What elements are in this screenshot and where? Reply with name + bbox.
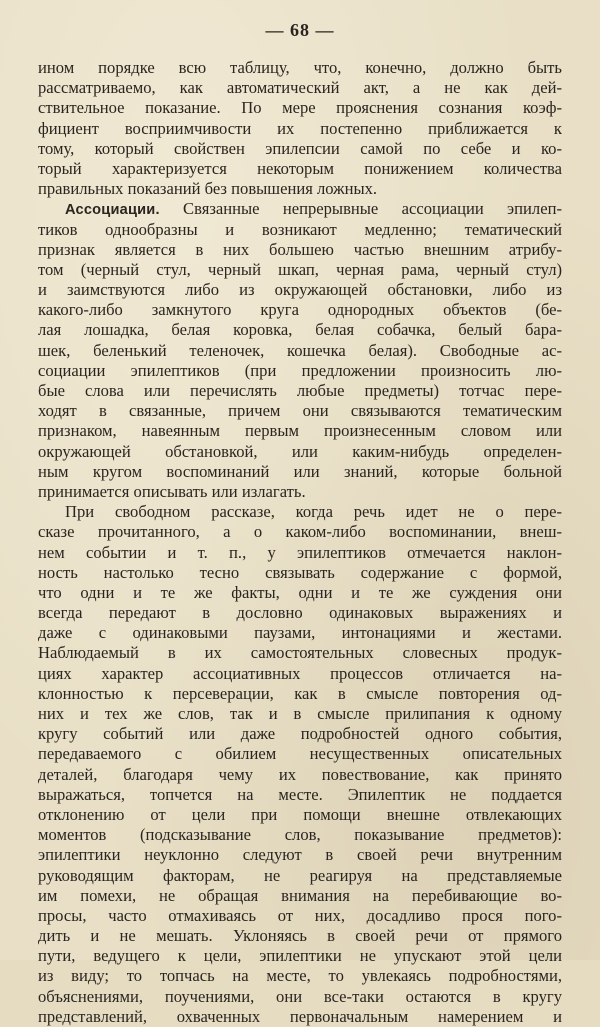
paragraph-2 xyxy=(38,199,562,502)
text-line: деталей, благодаря чему их повествование, как принято xyxy=(38,764,562,784)
text-line: представлений, охваченных первоначальным намерением и xyxy=(38,1006,562,1026)
text-line: фициент восприимчивости их постепенно приближается к xyxy=(38,118,562,138)
text-line: принимается описывать или излагать. xyxy=(38,481,306,501)
text-line: лая лошадка, белая коровка, белая собачка, белый бара- xyxy=(38,320,562,340)
text-line: бые слова или перечислять любые предметы) тотчас пере- xyxy=(38,381,562,400)
text-line: даже с одинаковыми паузами, интонациями и жестами. xyxy=(38,623,562,643)
text-line: из виду; то топчась на месте, то увлекаясь подробностями, xyxy=(38,966,562,986)
body-text xyxy=(38,58,562,1027)
text-line: них и тех же слов, так и в смысле прилипания к одному xyxy=(38,704,562,723)
text-line: ным кругом воспоминаний или знаний, которые больной xyxy=(38,461,562,481)
section-heading: Ассоциации. xyxy=(65,202,160,219)
text-line: шек, беленький теленочек, кошечка белая). Свободные ас- xyxy=(38,340,562,360)
paragraph-3 xyxy=(38,502,562,1027)
text-line: циях характер ассоциативных процессов отличается на- xyxy=(38,663,562,683)
text-line: им помехи, не обращая внимания на перебивающие во- xyxy=(38,885,562,905)
text-line-tail: Связанные непрерывные ассоциации эпилеп- xyxy=(159,199,562,219)
text-line: сказе прочитанного, а о каком-либо воспоминании, внеш- xyxy=(38,522,562,542)
text-line: руководящим факторам, не реагируя на представляемые xyxy=(38,865,562,885)
text-line: признак является в них большею частью внешним атрибу- xyxy=(38,239,562,259)
text-line: При свободном рассказе, когда речь идет не о пере- xyxy=(65,502,562,522)
text-line: кругу событий или даже подробностей одного события, xyxy=(38,724,562,744)
text-line: ствительное показание. По мере прояснения сознания коэф- xyxy=(38,98,562,118)
text-line: эпилептики неуклонно следуют в своей речи внутренним xyxy=(38,845,562,865)
text-line: всегда передают в дословно одинаковых выражениях и xyxy=(38,603,562,623)
text-line: торый характеризуется некоторым понижением количества xyxy=(38,158,562,178)
text-line: ность настолько тесно связывать содержание с формой, xyxy=(38,562,562,582)
text-line: клонностью к персеверации, как в смысле повторения од- xyxy=(38,683,562,703)
text-line: что одни и те же факты, одни и те же суждения они xyxy=(38,582,562,602)
text-line xyxy=(38,199,562,219)
text-line: Наблюдаемый в их самостоятельных словесных продук- xyxy=(38,643,562,663)
text-line: моментов (подсказывание слов, показывание предметов): xyxy=(38,825,562,845)
text-line: выражаться, топчется на месте. Эпилептик не поддается xyxy=(38,784,562,804)
text-line: окружающей обстановкой, или каким-нибудь определен- xyxy=(38,441,562,461)
text-line: тому, который свойствен эпилепсии самой по себе и ко- xyxy=(38,138,562,158)
text-line: признаком, навеянным первым произнесенным словом или xyxy=(38,421,562,441)
text-line: просы, часто отмахиваясь от них, досадливо прося пого- xyxy=(38,905,562,925)
text-line: пути, ведущего к цели, эпилептики не упускают этой цели xyxy=(38,946,562,966)
paragraph-1 xyxy=(38,58,562,199)
text-line: и заимствуются либо из окружающей обстановки, либо из xyxy=(38,280,562,300)
text-line: нем событии и т. п., у эпилептиков отмечается наклон- xyxy=(38,542,562,562)
text-line: правильных показаний без повышения ложных. xyxy=(38,179,378,199)
text-line: объяснениями, поучениями, они все-таки остаются в кругу xyxy=(38,986,562,1006)
text-line: какого-либо замкнутого круга однородных объектов (бе- xyxy=(38,300,562,320)
text-line: рассматриваемо, как автоматический акт, а не как дей- xyxy=(38,78,562,98)
page-number: — 68 — xyxy=(265,20,335,40)
text-line: ином порядке всю таблицу, что, конечно, должно быть xyxy=(38,58,562,77)
text-line: отклонению от цели при помощи внешне отвлекающих xyxy=(38,804,562,824)
text-line: социации эпилептиков (при предложении произносить лю- xyxy=(38,360,562,380)
text-line: дить и не мешать. Уклоняясь в своей речи от прямого xyxy=(38,926,562,946)
text-line: ходят в связанные, причем они связываются тематическим xyxy=(38,401,562,421)
text-line: передаваемого с обилием несущественных описательных xyxy=(38,744,562,764)
text-line: том (черный стул, черный шкап, черная рама, черный стул) xyxy=(38,259,562,279)
text-line: тиков однообразны и возникают медленно; тематический xyxy=(38,219,562,239)
